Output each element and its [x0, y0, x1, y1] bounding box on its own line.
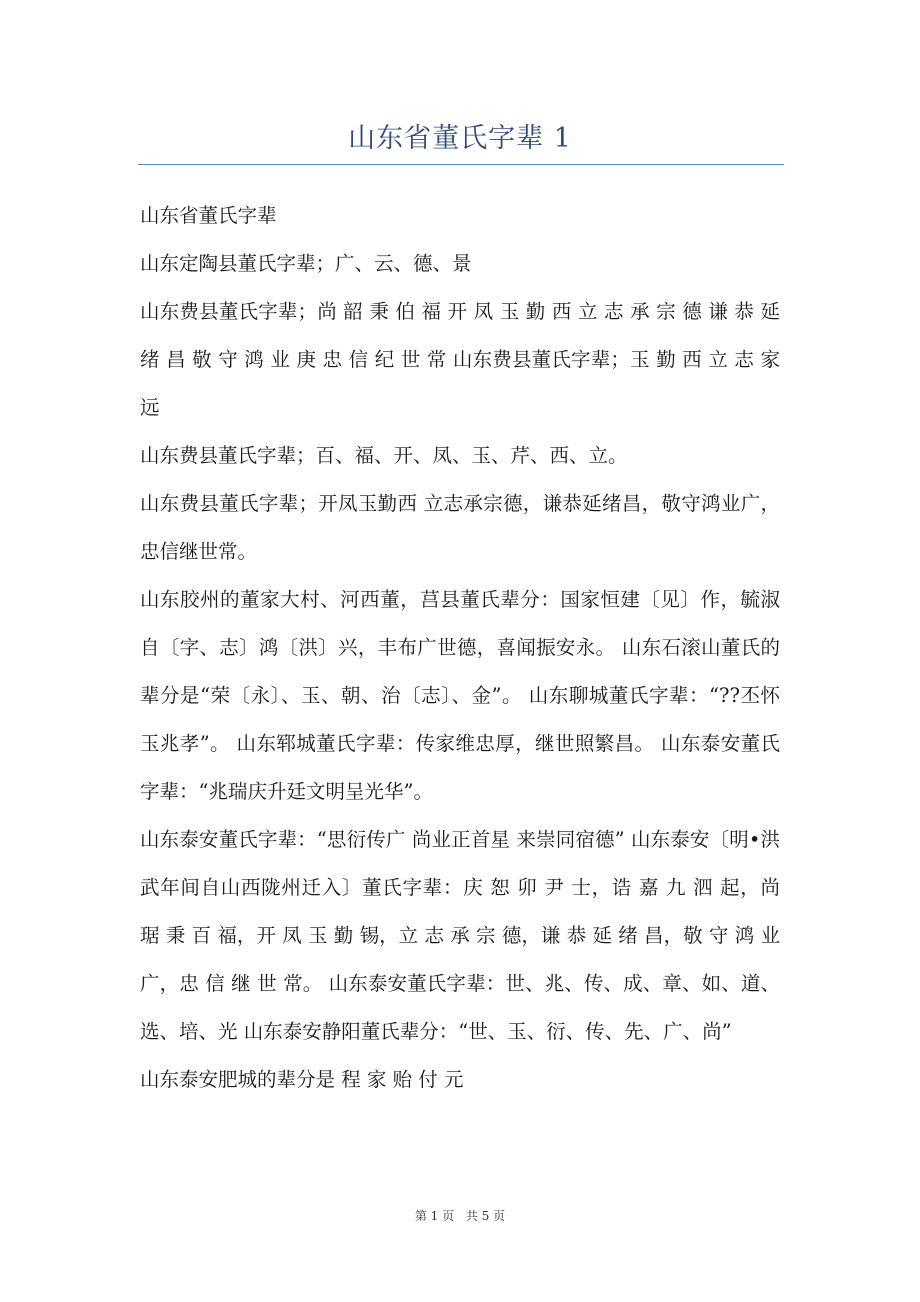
page-title: 山东省董氏字辈 1 [348, 123, 572, 154]
paragraph: 山东胶州的董家大村、河西董，莒县董氏辈分：国家恒建〔见〕作，毓淑自〔字、志〕鸿〔洪〕兴，丰布广世德，喜闻振安永。 山东石滚山董氏的辈分是“荣〔永〕、玉、朝、治〔志〕、金”。 山东聊城董氏字辈：“??丕怀玉兆孝”。 山东郓城董氏字辈：传家维忠厚，继世照繁昌。 山东泰安董氏字辈：“兆瑞庆升廷文明呈光华”。 [140, 588, 780, 803]
paragraph: 山东泰安肥城的辈分是 程 家 贻 付 元 [140, 1068, 464, 1091]
paragraph: 山东定陶县董氏字辈；广、云、德、景 [140, 252, 472, 275]
paragraph: 山东费县董氏字辈；百、福、开、凤、玉、芹、西、立。 [140, 444, 628, 467]
page-total: 共 5 页 [465, 1209, 506, 1223]
paragraph: 山东费县董氏字辈；开凤玉勤西 立志承宗德，谦恭延绪昌，敬守鸿业广，忠信继世常。 [140, 492, 780, 563]
title-divider [138, 164, 784, 165]
paragraph: 山东费县董氏字辈；尚 韶 秉 伯 福 开 凤 玉 勤 西 立 志 承 宗 德 谦 恭 延 绪 昌 敬 守 鸿 业 庚 忠 信 纪 世 常 山东费县董氏字辈；玉 勤 西 立 志 家 远 [140, 300, 780, 419]
page-footer [0, 1207, 920, 1224]
paragraph: 山东泰安董氏字辈：“思衍传广 尚业正首星 来崇同宿德” 山东泰安〔明•洪武年间自山西陇州迁入〕董氏字辈：庆 恕 卯 尹 士，诰 嘉 九 泗 起，尚 琚 秉 百 福，开 凤 玉 勤 锡，立 志 承 宗 德，谦 恭 延 绪 昌，敬 守 鸿 业 广，忠 信 继 世 常。 山东泰安董氏字辈：世、兆、传、成、章、如、道、选、培、光 山东泰安静阳董氏辈分：“世、玉、衍、传、先、广、尚” [140, 828, 780, 1043]
page-number: 第 1 页 [414, 1209, 455, 1223]
paragraph-heading: 山东省董氏字辈 [140, 204, 277, 227]
document-body [140, 192, 780, 1104]
